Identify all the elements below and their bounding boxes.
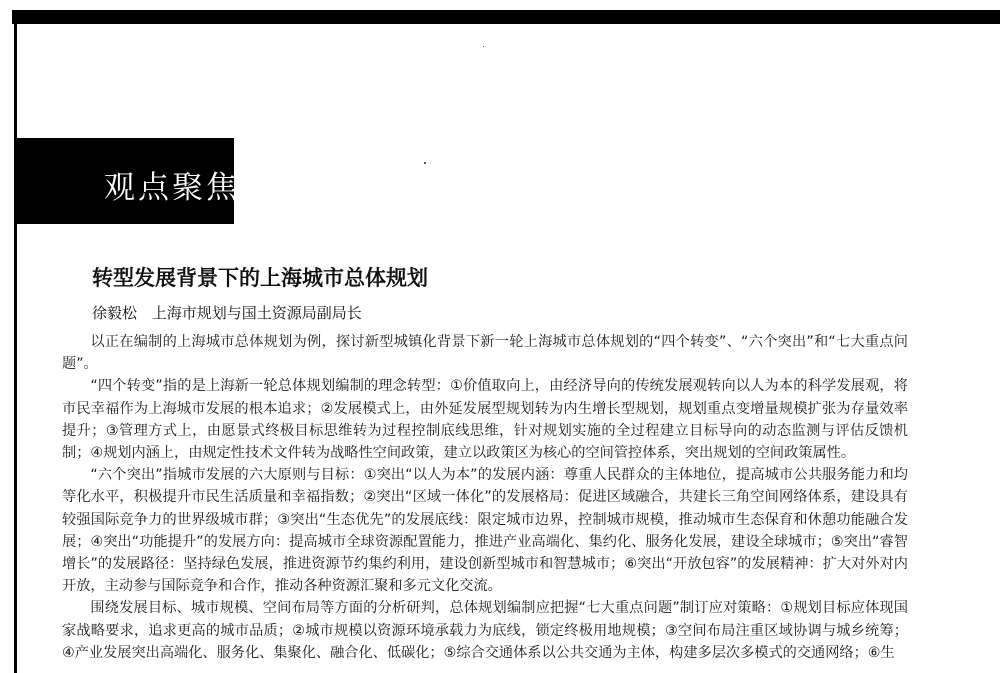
author-name: 徐毅松 bbox=[92, 304, 138, 322]
paragraph: 围绕发展目标、城市规模、空间布局等方面的分析研判，总体规划编制应把握“七大重点问题”制订应对策略：①规划目标应体现国家战略要求，追求更高的城市品质；②城市规模以资源环境承载力为底线，锁定终极用地规模；③空间布局注重区域协调与城乡统筹；④产业发展突出高端化、服务化、集聚化、融合化、低碳化；⑤综合交通体系以公共交通为主体，构建多层次多模式的交通网络；⑥生 bbox=[62, 600, 908, 661]
article-body bbox=[62, 331, 908, 664]
section-banner-label: 观点聚焦 bbox=[104, 170, 240, 206]
article-title: 转型发展背景下的上海城市总体规划 bbox=[92, 266, 428, 290]
paragraph: 以正在编制的上海城市总体规划为例，探讨新型城镇化背景下新一轮上海城市总体规划的“四个转变”、“六个突出”和“七大重点问题”。 bbox=[62, 334, 908, 373]
author-affiliation: 上海市规划与国土资源局副局长 bbox=[151, 304, 362, 322]
paragraph: “六个突出”指城市发展的六大原则与目标：①突出“以人为本”的发展内涵：尊重人民群众的主体地位，提高城市公共服务能力和均等化水平，积极提升市民生活质量和幸福指数；②突出“区域一体化”的发展格局：促进区域融合，共建长三角空间网络体系，建设具有较强国际竞争力的世界级城市群；③突出“生态优先”的发展底线：限定城市边界，控制城市规模，推动城市生态保育和休憩功能融合发展；④突出“功能提升”的发展方向：提高城市全球资源配置能力，推进产业高端化、集约化、服务化发展，建设全球城市；⑤突出“睿智增长”的发展路径：坚持绿色发展，推进资源节约集约利用，建设创新型城市和智慧城市；⑥突出“开放包容”的发展精神：扩大对外对内开放，主动参与国际竞争和合作，推动各种资源汇聚和多元文化交流。 bbox=[62, 467, 908, 595]
paragraph: “四个转变”指的是上海新一轮总体规划编制的理念转型：①价值取向上，由经济导向的传统发展观转向以人为本的科学发展观，将市民幸福作为上海城市发展的根本追求；②发展模式上，由外延发展型规划转为内生增长型规划，规划重点变增量规模扩张为存量效率提升；③管理方式上，由愿景式终极目标思维转为过程控制底线思维，针对规划实施的全过程建立目标导向的动态监测与评估反馈机制；④规划内涵上，由规定性技术文件转为战略性空间政策，建立以政策区为核心的空间管控体系，突出规划的空间政策属性。 bbox=[62, 378, 908, 462]
byline bbox=[92, 302, 362, 323]
top-border-bar bbox=[12, 10, 1000, 24]
left-margin-rule bbox=[14, 10, 17, 673]
scan-speck bbox=[424, 162, 426, 164]
scan-speck bbox=[483, 46, 484, 47]
